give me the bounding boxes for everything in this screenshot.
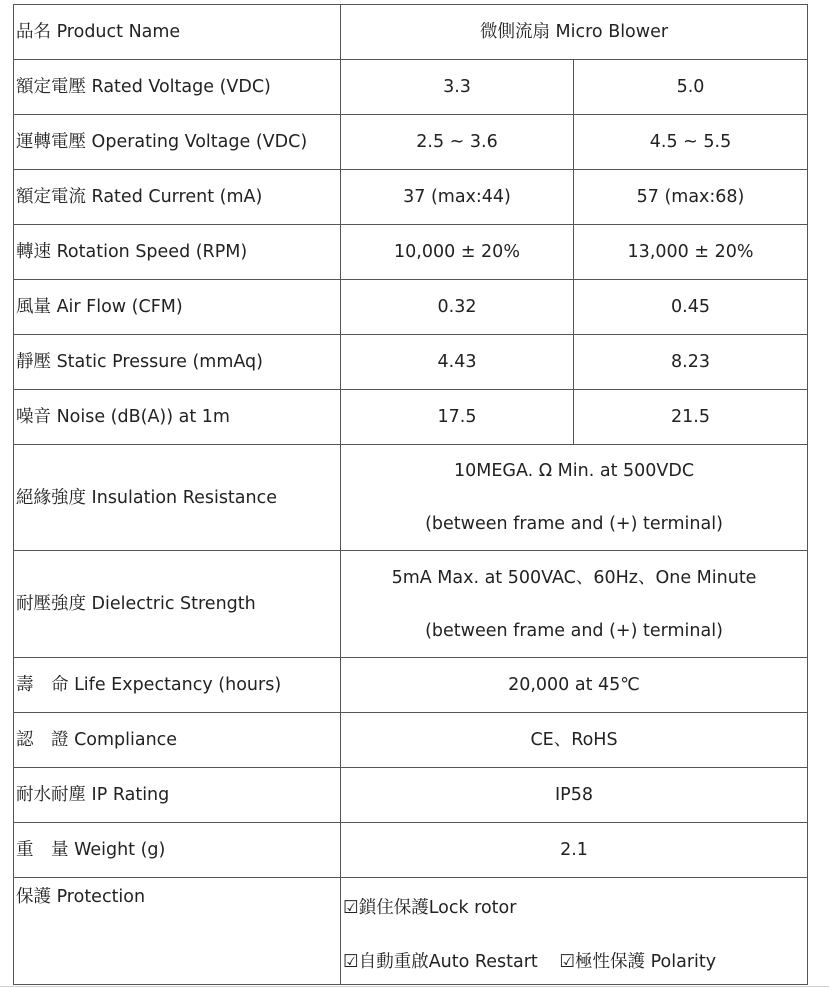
noise-value-1: 17.5 [341,390,574,445]
row-label-dielectric-strength: 耐壓強度 Dielectric Strength [14,551,341,658]
row-label-ip-rating: 耐水耐塵 IP Rating [14,768,341,823]
row-label-rated-current: 額定電流 Rated Current (mA) [14,170,341,225]
table-row [14,60,808,115]
insulation-line-2: (between frame and (+) terminal) [425,514,723,534]
row-label-weight: 重 量 Weight (g) [14,823,341,878]
rotation-speed-value-2: 13,000 ± 20% [574,225,808,280]
compliance-value: CE、RoHS [341,713,808,768]
table-row [14,170,808,225]
ip-rating-value: IP58 [341,768,808,823]
operating-voltage-value-2: 4.5 ~ 5.5 [574,115,808,170]
row-label-insulation-resistance: 絕緣強度 Insulation Resistance [14,445,341,551]
air-flow-value-2: 0.45 [574,280,808,335]
weight-value: 2.1 [341,823,808,878]
row-label-air-flow: 風量 Air Flow (CFM) [14,280,341,335]
row-label-rotation-speed: 轉速 Rotation Speed (RPM) [14,225,341,280]
table-row [14,445,808,551]
row-label-life-expectancy: 壽 命 Life Expectancy (hours) [14,658,341,713]
product-name-value: 微側流扇 Micro Blower [341,5,808,60]
static-pressure-value-2: 8.23 [574,335,808,390]
row-label-static-pressure: 靜壓 Static Pressure (mmAq) [14,335,341,390]
row-label-noise: 噪音 Noise (dB(A)) at 1m [14,390,341,445]
row-label-rated-voltage: 額定電壓 Rated Voltage (VDC) [14,60,341,115]
protection-item-polarity: ☑極性保護 Polarity [559,952,717,972]
rated-current-value-1: 37 (max:44) [341,170,574,225]
protection-item-lock-rotor: ☑鎖住保護Lock rotor [343,898,517,918]
table-row [14,280,808,335]
table-row [14,225,808,280]
table-row [14,551,808,658]
row-label-protection: 保護 Protection [14,878,341,985]
dielectric-strength-value [341,551,808,658]
table-row [14,5,808,60]
table-row [14,335,808,390]
rated-voltage-value-1: 3.3 [341,60,574,115]
noise-value-2: 21.5 [574,390,808,445]
table-row [14,768,808,823]
spec-table [13,4,808,985]
dielectric-line-1: 5mA Max. at 500VAC、60Hz、One Minute [391,567,757,588]
table-row [14,390,808,445]
dielectric-line-2: (between frame and (+) terminal) [425,620,723,641]
row-label-compliance: 認 證 Compliance [14,713,341,768]
insulation-resistance-value [341,445,808,551]
life-expectancy-value: 20,000 at 45℃ [341,658,808,713]
table-row [14,658,808,713]
row-label-product-name: 品名 Product Name [14,5,341,60]
operating-voltage-value-1: 2.5 ~ 3.6 [341,115,574,170]
table-row [14,823,808,878]
table-row [14,713,808,768]
table-row [14,878,808,985]
rated-voltage-value-2: 5.0 [574,60,808,115]
static-pressure-value-1: 4.43 [341,335,574,390]
rated-current-value-2: 57 (max:68) [574,170,808,225]
rotation-speed-value-1: 10,000 ± 20% [341,225,574,280]
protection-value [341,878,808,985]
insulation-line-1: 10MEGA. Ω Min. at 500VDC [453,461,695,481]
table-row [14,115,808,170]
protection-item-auto-restart: ☑自動重啟Auto Restart [343,952,538,972]
air-flow-value-1: 0.32 [341,280,574,335]
row-label-operating-voltage: 運轉電壓 Operating Voltage (VDC) [14,115,341,170]
